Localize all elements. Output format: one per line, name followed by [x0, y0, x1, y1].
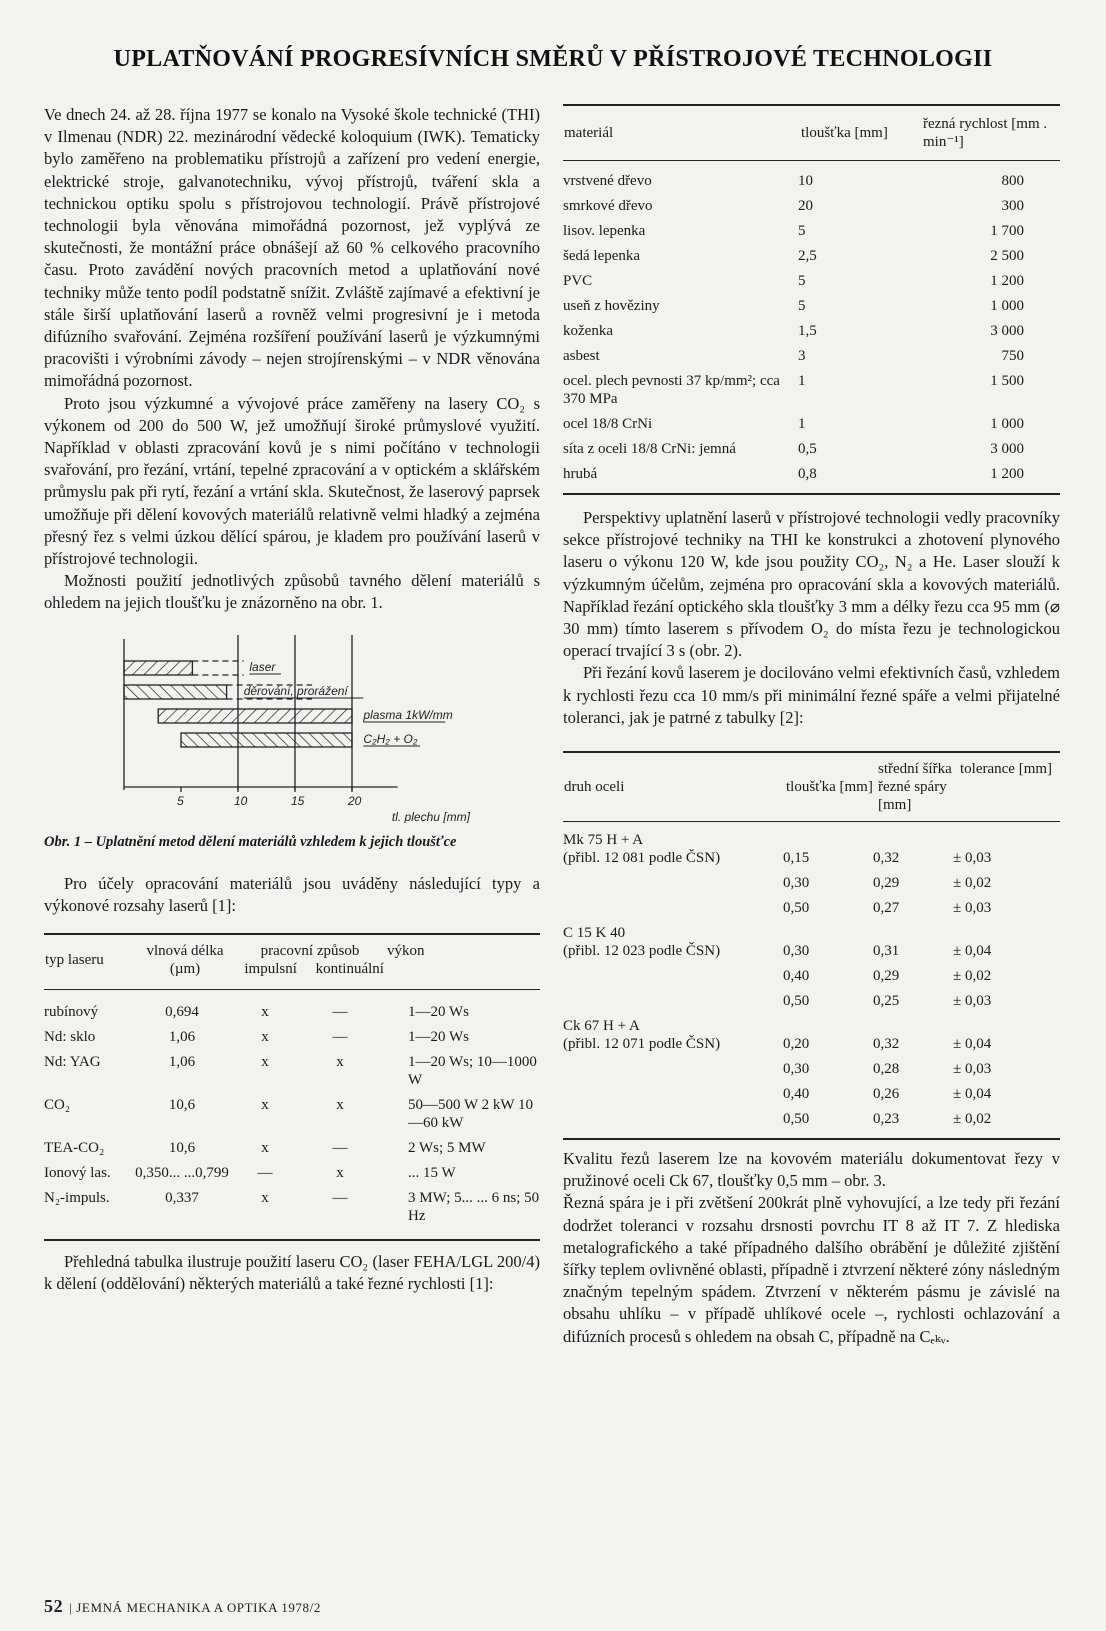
- cell-cont: —: [332, 1190, 348, 1207]
- table-row: [563, 244, 1060, 269]
- cell-material: síta z oceli 18/8 CrNi: jemná: [563, 441, 736, 457]
- cell-power: ... 15 W: [408, 1165, 456, 1182]
- cell-speed: 750: [1001, 348, 1024, 364]
- steel-csn: (přibl. 12 081 podle ČSN): [563, 850, 721, 867]
- right-column: [563, 104, 1060, 1348]
- cell-speed: 3 000: [990, 441, 1024, 457]
- cell-value: ± 0,03: [953, 850, 992, 867]
- figure-1-diagram: [44, 627, 540, 823]
- cell-thickness: 1,5: [798, 323, 817, 339]
- cell-value: 0,27: [873, 900, 900, 917]
- figure-caption: Obr. 1 – Uplatnění metod dělení materiálů vzhledem k jejich tloušťce: [44, 833, 457, 850]
- bar-1: [124, 685, 227, 699]
- series-label: laser: [249, 659, 276, 674]
- cell-speed: 2 500: [990, 248, 1024, 264]
- col-type: typ laseru: [45, 952, 104, 969]
- cell-speed: 1 000: [990, 298, 1024, 314]
- cell-value: ± 0,02: [953, 1111, 992, 1128]
- cell-value: ± 0,02: [953, 968, 992, 985]
- cell-pulse: x: [261, 1140, 269, 1157]
- table-row: [44, 1136, 540, 1161]
- laser-table: [44, 1000, 540, 1229]
- cell-pulse: x: [261, 1097, 269, 1114]
- cell-wave: 10,6: [168, 1140, 196, 1157]
- cell-wave: 1,06: [168, 1029, 196, 1046]
- table-row: [563, 921, 1060, 964]
- col-cont: kontinuální: [315, 961, 384, 978]
- table-row: [563, 964, 1060, 989]
- cell-value: ± 0,03: [953, 900, 992, 917]
- table-row: [563, 989, 1060, 1014]
- cell-type: CO₂: [44, 1097, 71, 1114]
- table-row: [44, 1186, 540, 1229]
- cell-material: asbest: [563, 348, 600, 364]
- col-pulse: impulsní: [244, 961, 297, 978]
- cell-value: ± 0,04: [953, 1086, 992, 1103]
- cell-value: 0,50: [783, 900, 810, 917]
- cell-material: vrstvené dřevo: [563, 173, 652, 189]
- page-footer: [44, 1596, 321, 1617]
- cell-power: 3 MW; 5... ... 6 ns; 50 Hz: [408, 1190, 540, 1225]
- paragraph: Přehledná tabulka ilustruje použití laseru CO₂ (laser FEHA/LGL 200/4) k dělení (oddělování) některých materiálů a také řezné rychlosti [1]:: [44, 1252, 540, 1294]
- cell-steel: [563, 964, 783, 989]
- bar-3: [181, 733, 352, 747]
- cell-material: šedá lepenka: [563, 248, 641, 264]
- cell-thickness: 1: [798, 373, 806, 389]
- cell-thickness: 5: [798, 298, 806, 314]
- cell-value: 0,28: [873, 1061, 900, 1078]
- table-row: [563, 269, 1060, 294]
- cell-thickness: 10: [798, 173, 813, 189]
- cell-value: 0,26: [873, 1086, 900, 1103]
- table-row: [563, 219, 1060, 244]
- col-material: materiál: [564, 125, 614, 141]
- steel-table-header: [563, 759, 1060, 815]
- cell-value: 0,15: [783, 850, 810, 867]
- cell-type: rubínový: [44, 1004, 99, 1021]
- cell-cont: x: [336, 1165, 344, 1182]
- table-row: [563, 1107, 1060, 1132]
- cell-value: 0,25: [873, 993, 900, 1010]
- cell-steel: [563, 989, 783, 1014]
- cell-thickness: 5: [798, 223, 806, 239]
- paragraph: Pro účely opracování materiálů jsou uváděny následující typy a výkonové rozsahy laserů [1]:: [44, 873, 540, 916]
- paragraph: Ve dnech 24. až 28. října 1977 se konalo na Vysoké škole technické (THI) v Ilmenau (NDR) 22. mezinárodní vědecké koloquium (IWK). Tematicky bylo zaměřeno na problematiku přístrojů a zařízení pro vedení energie, elektrické stroje, galvanotechniku, vývoj přístrojů, tváření skla a technickou optiku spolu s přístrojovou technologií. Právě přístrojové technologii byla věnována mimořádná pozornost, jež vyplývá ze skutečnosti, že montážní práce obnášejí až 60 % celkového pracovního času. Proto zavádění nových pracovních metod a uplatňování nové techniky může tento podíl podstatně snížit. Zvláště zajímavé a efektivní je stále širší uplatňování laserů a rovněž velmi progresivní je i metoda difúzního svařování. Zejména rozšíření používání laserů je výzkumnými pracovišti i výrobními závody – nejen strojírenskými – v NDR věnována mimořádná pozornost.: [44, 105, 540, 391]
- paragraph: Perspektivy uplatnění laserů v přístrojové technologii vedly pracovníky sekce přístrojové techniky na THI ke konstrukci a zhotovení plynového laseru o výkonu 120 W, kde jsou použity CO₂, N₂ a He. Laser slouží k výzkumným účelům, zejména pro opracování skla a kovových materiálů. Například řezání optického skla tloušťky 3 mm a délky řezu cca 95 mm (⌀ 30 mm) tímto laserem s přívodem O₂ do místa řezu je technologickou operací trvající 3 s (obr. 2).: [563, 508, 1060, 661]
- col-steel: druh oceli: [564, 779, 625, 796]
- cell-value: ± 0,04: [953, 1036, 992, 1053]
- paragraph: Kvalitu řezů laserem lze na kovovém materiálu dokumentovat řezy v pružinové oceli Ck 67, tloušťky 0,5 mm – obr. 3.: [563, 1149, 1060, 1191]
- cell-speed: 1 200: [990, 466, 1024, 482]
- cell-power: 2 Ws; 5 MW: [408, 1140, 486, 1157]
- cell-material: smrkové dřevo: [563, 198, 653, 214]
- cell-material: hrubá: [563, 466, 598, 482]
- cell-value: 0,23: [873, 1111, 900, 1128]
- bar-2: [158, 709, 352, 723]
- cell-speed: 1 500: [990, 373, 1024, 389]
- cell-type: N₂-impuls.: [44, 1190, 110, 1207]
- bar-0: [124, 661, 192, 675]
- table-row: [563, 871, 1060, 896]
- cell-thickness: 5: [798, 273, 806, 289]
- steel-grade: C 15 K 40: [563, 925, 626, 942]
- table-row: [563, 412, 1060, 437]
- cell-wave: 0,337: [165, 1190, 199, 1207]
- table-row: [563, 319, 1060, 344]
- table-row: [44, 1000, 540, 1025]
- cell-steel: [563, 1082, 783, 1107]
- cell-pulse: x: [261, 1004, 269, 1021]
- cell-steel: [563, 1014, 783, 1057]
- cell-value: ± 0,02: [953, 875, 992, 892]
- material-table: [563, 169, 1060, 487]
- cell-steel: [563, 871, 783, 896]
- col-mode: pracovní způsob: [260, 943, 360, 960]
- cell-thickness: 20: [798, 198, 813, 214]
- cell-wave: 1,06: [168, 1054, 196, 1071]
- col-speed: řezná rychlost [mm . min⁻¹]: [923, 116, 1048, 150]
- steel-csn: (přibl. 12 023 podle ČSN): [563, 943, 721, 960]
- col-steel-thickness: tloušťka [mm]: [786, 779, 873, 796]
- table-row: [563, 344, 1060, 369]
- steel-grade: Mk 75 H + A: [563, 832, 644, 849]
- cell-pulse: x: [261, 1190, 269, 1207]
- cell-material: koženka: [563, 323, 613, 339]
- cell-value: 0,29: [873, 968, 900, 985]
- col-power: výkon: [387, 943, 425, 960]
- table-row: [44, 1025, 540, 1050]
- steel-grade: Ck 67 H + A: [563, 1018, 640, 1035]
- cell-power: 1—20 Ws: [408, 1029, 469, 1046]
- cell-wave: 0,350... ...0,799: [135, 1165, 229, 1182]
- table-row: [563, 896, 1060, 921]
- table-row: [563, 1014, 1060, 1057]
- page-number: 52: [44, 1596, 64, 1616]
- cell-power: 1—20 Ws; 10—1000 W: [408, 1054, 537, 1089]
- cell-value: 0,30: [783, 1061, 810, 1078]
- cell-steel: [563, 828, 783, 871]
- figure-1: [44, 627, 540, 851]
- cell-cont: —: [332, 1029, 348, 1046]
- cell-steel: [563, 1107, 783, 1132]
- cell-value: 0,50: [783, 1111, 810, 1128]
- cell-steel: [563, 1057, 783, 1082]
- cell-speed: 1 000: [990, 416, 1024, 432]
- cell-material: ocel. plech pevnosti 37 kp/mm²; cca 370 MPa: [563, 373, 780, 407]
- cell-speed: 800: [1001, 173, 1024, 189]
- cell-material: PVC: [563, 273, 593, 289]
- material-table-header: [563, 114, 1060, 152]
- cell-value: 0,40: [783, 1086, 810, 1103]
- cell-value: 0,20: [783, 1036, 810, 1053]
- tick-label: 5: [177, 793, 184, 808]
- cell-value: ± 0,03: [953, 993, 992, 1010]
- cell-type: TEA-CO₂: [44, 1140, 105, 1157]
- cell-power: 50—500 W 2 kW 10—60 kW: [408, 1097, 534, 1132]
- tick-label: 10: [234, 793, 248, 808]
- cell-value: 0,32: [873, 850, 900, 867]
- table-row: [563, 462, 1060, 487]
- cell-value: 0,32: [873, 1036, 900, 1053]
- journal-name: | JEMNÁ MECHANIKA A OPTIKA 1978/2: [69, 1600, 321, 1615]
- series-label: C₂H₂ + O₂: [363, 731, 418, 746]
- cell-value: ± 0,03: [953, 1061, 992, 1078]
- steel-csn: (přibl. 12 071 podle ČSN): [563, 1036, 721, 1053]
- cell-speed: 1 700: [990, 223, 1024, 239]
- cell-wave: 0,694: [165, 1004, 199, 1021]
- cell-power: 1—20 Ws: [408, 1004, 469, 1021]
- cell-pulse: —: [257, 1165, 273, 1182]
- col-kerf-width: střední šířka řezné spáry [mm]: [878, 761, 952, 814]
- cell-value: 0,31: [873, 943, 900, 960]
- axis-label: tl. plechu [mm]: [391, 809, 470, 823]
- cell-cont: x: [336, 1097, 344, 1114]
- paragraph: Při řezání kovů laserem je docilováno velmi efektivních časů, vzhledem k rychlosti řezu cca 10 mm/s při minimální řezné spáře a velmi přijatelné toleranci, jak je patrné z tabulky [2]:: [563, 663, 1060, 727]
- cell-wave: 10,6: [168, 1097, 196, 1114]
- cell-thickness: 3: [798, 348, 806, 364]
- cell-speed: 3 000: [990, 323, 1024, 339]
- cell-value: 0,30: [783, 943, 810, 960]
- paragraph: Možnosti použití jednotlivých způsobů tavného dělení materiálů s ohledem na jejich tloušťku je znázorněno na obr. 1.: [44, 571, 540, 613]
- cell-value: 0,29: [873, 875, 900, 892]
- table-row: [563, 369, 1060, 412]
- table-row: [563, 169, 1060, 194]
- paragraph: Proto jsou výzkumné a vývojové práce zaměřeny na lasery CO₂ s výkonem od 200 do 500 W, jež umožňují široké průmyslové využití. Například v oblasti zpracování kovů je s nimi počítáno v technologii svařování, pro řezání, vrtání, tepelné zpracování a v optickém a sklářském průmyslu pak při rytí, řezání a vrtání skla. Skutečnost, že laserový paprsek umožňuje při dělení kovových materiálů relativně velmi hladký a zejména přesný řez s velmi úzkou dělící spárou, je kladem pro používání laserů v přístrojové technologii.: [44, 393, 540, 569]
- table-row: [44, 1050, 540, 1093]
- cell-speed: 1 200: [990, 273, 1024, 289]
- cell-cont: —: [332, 1004, 348, 1021]
- cell-speed: 300: [1001, 198, 1024, 214]
- cell-cont: x: [336, 1054, 344, 1071]
- cell-type: Nd: YAG: [44, 1054, 101, 1071]
- cell-type: Ionový las.: [44, 1165, 111, 1182]
- table-row: [563, 1082, 1060, 1107]
- cell-value: 0,40: [783, 968, 810, 985]
- cell-type: Nd: sklo: [44, 1029, 96, 1046]
- table-row: [563, 1057, 1060, 1082]
- cell-material: useň z hověziny: [563, 298, 660, 314]
- cell-value: 0,30: [783, 875, 810, 892]
- left-column: [44, 104, 540, 1296]
- cell-thickness: 2,5: [798, 248, 817, 264]
- paragraph: Řezná spára je i při zvětšení 200krát plně vyhovující, a lze tedy při řezání dodržet toleranci v rozsahu drsnosti povrchu IT 8 až IT 7. Z hlediska metalografického a také případného dalšího obrábění je důležité zjištění šířky teplem ovlivněné oblasti, případně i ztvrzení některé zóny následným značným tepelným spádem. Ztvrzení v některém pásmu je závislé na obsahu uhlíku – v případě uhlíkové ocele –, rychlosti ochlazování a difúzních procesů s ohledem na obsah C, případně na Cₑₖᵥ.: [563, 1193, 1060, 1346]
- cell-material: lisov. lepenka: [563, 223, 646, 239]
- cell-pulse: x: [261, 1029, 269, 1046]
- cell-cont: —: [332, 1140, 348, 1157]
- cell-material: ocel 18/8 CrNi: [563, 416, 653, 432]
- table-row: [563, 294, 1060, 319]
- cell-steel: [563, 896, 783, 921]
- cell-thickness: 0,8: [798, 466, 817, 482]
- table-row: [563, 828, 1060, 871]
- series-label: děrování, prorážení: [243, 683, 348, 698]
- cell-thickness: 1: [798, 416, 806, 432]
- article-title: UPLATŇOVÁNÍ PROGRESÍVNÍCH SMĚRŮ V PŘÍSTROJOVÉ TECHNOLOGII: [113, 46, 993, 72]
- laser-table-header: [44, 941, 540, 979]
- col-thickness: tloušťka [mm]: [801, 125, 888, 141]
- table-row: [44, 1161, 540, 1186]
- tick-label: 20: [348, 793, 362, 808]
- series-label: plasma 1kW/mm: [363, 707, 453, 722]
- cell-pulse: x: [261, 1054, 269, 1071]
- cell-value: ± 0,04: [953, 943, 992, 960]
- table-row: [563, 437, 1060, 462]
- cell-value: 0,50: [783, 993, 810, 1010]
- cell-thickness: 0,5: [798, 441, 817, 457]
- tick-label: 15: [291, 793, 305, 808]
- col-tolerance: tolerance [mm]: [960, 761, 1053, 778]
- table-row: [563, 194, 1060, 219]
- col-wavelength: vlnová délka (µm): [146, 943, 224, 978]
- cell-steel: [563, 921, 783, 964]
- steel-table: [563, 828, 1060, 1132]
- table-row: [44, 1093, 540, 1136]
